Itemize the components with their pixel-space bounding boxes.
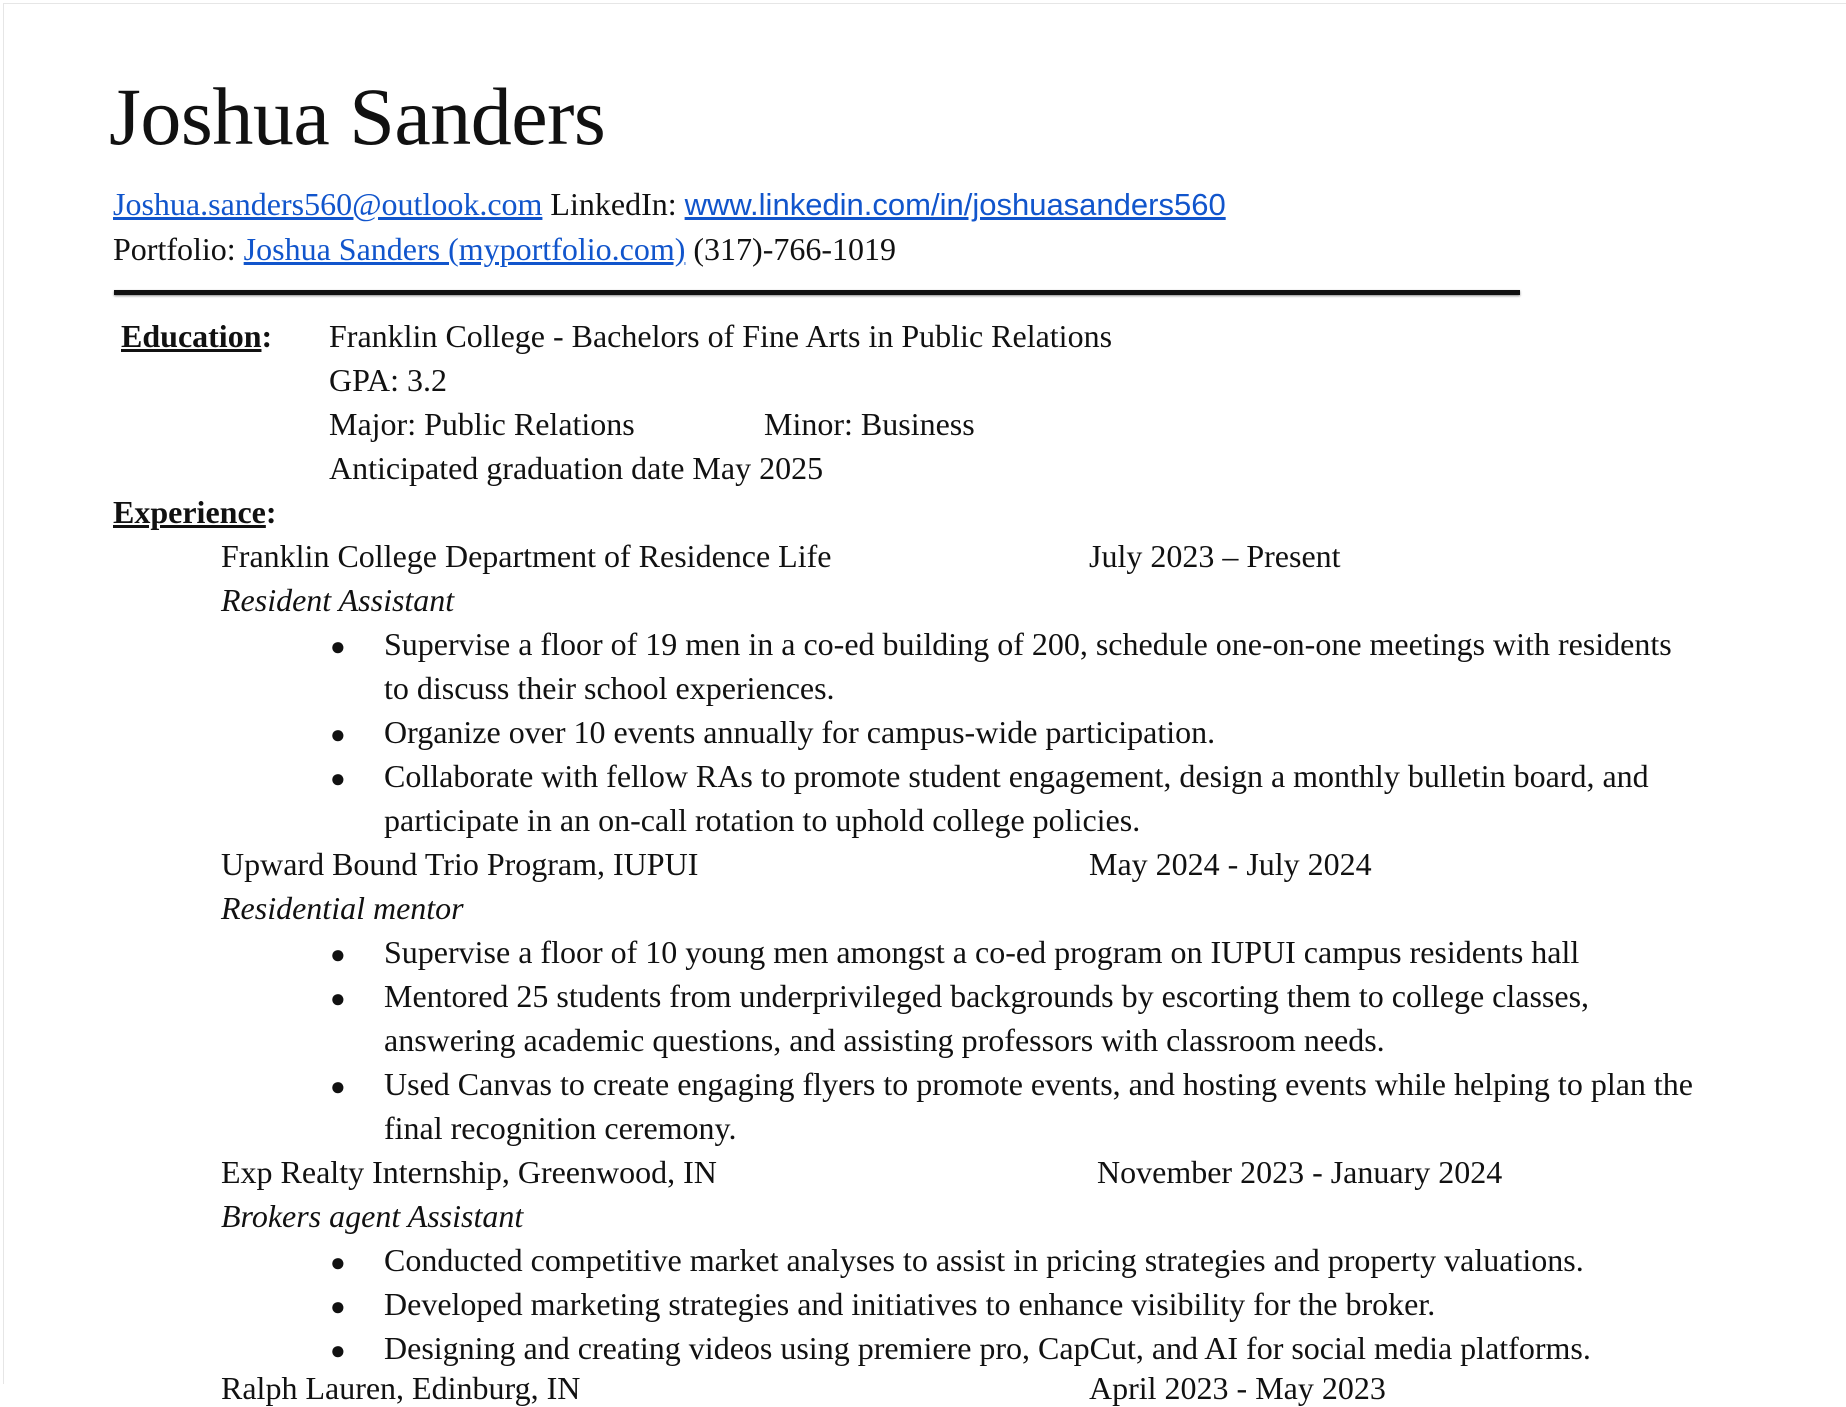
- bullet-marker: ●: [330, 632, 346, 661]
- experience-heading: [113, 494, 277, 531]
- job-dates: November 2023 - January 2024: [1097, 1154, 1503, 1190]
- bullet-text: Organize over 10 events annually for campus-wide participation.: [384, 714, 1216, 750]
- job-title: Resident Assistant: [221, 582, 455, 618]
- linkedin-label: LinkedIn:: [550, 186, 677, 222]
- education-heading: [121, 318, 272, 355]
- job-org: Ralph Lauren, Edinburg, IN: [221, 1370, 581, 1406]
- phone-number: (317)-766-1019: [693, 231, 896, 267]
- job-dates: July 2023 – Present: [1089, 538, 1341, 574]
- bullet-marker: ●: [330, 720, 346, 749]
- bullet-text: Mentored 25 students from underprivileged backgrounds by escorting them to college classes,: [384, 978, 1590, 1014]
- bullet-text-continued: to discuss their school experiences.: [384, 670, 835, 706]
- education-graduation: Anticipated graduation date May 2025: [329, 450, 824, 486]
- job-org: Upward Bound Trio Program, IUPUI: [221, 846, 699, 882]
- bullet-text-continued: answering academic questions, and assisting professors with classroom needs.: [384, 1022, 1385, 1058]
- education-heading-text: Education: [121, 318, 262, 354]
- candidate-name: Joshua Sanders: [109, 71, 606, 162]
- job-dates: May 2024 - July 2024: [1089, 846, 1372, 882]
- contact-line-1: [113, 186, 1226, 223]
- linkedin-link[interactable]: www.linkedin.com/in/joshuasanders560: [684, 187, 1226, 222]
- bullet-text: Collaborate with fellow RAs to promote student engagement, design a monthly bulletin board, and: [384, 758, 1649, 794]
- header-divider: [114, 290, 1520, 295]
- bullet-text: Used Canvas to create engaging flyers to promote events, and hosting events while helping to plan the: [384, 1066, 1693, 1102]
- bullet-text: Developed marketing strategies and initiatives to enhance visibility for the broker.: [384, 1286, 1436, 1322]
- job-title: Residential mentor: [221, 890, 464, 926]
- bullet-marker: ●: [330, 1072, 346, 1101]
- bullet-marker: ●: [330, 764, 346, 793]
- bullet-text-continued: final recognition ceremony.: [384, 1110, 737, 1146]
- bullet-text: Conducted competitive market analyses to assist in pricing strategies and property valuations.: [384, 1242, 1584, 1278]
- job-org: Exp Realty Internship, Greenwood, IN: [221, 1154, 717, 1190]
- education-major: Major: Public Relations: [329, 406, 635, 442]
- education-heading-colon: :: [261, 318, 273, 354]
- education-gpa: GPA: 3.2: [329, 362, 447, 398]
- job-dates: April 2023 - May 2023: [1089, 1370, 1386, 1406]
- bullet-marker: ●: [330, 940, 346, 969]
- education-minor: Minor: Business: [764, 406, 975, 442]
- bullet-marker: ●: [330, 1292, 346, 1321]
- bullet-text-continued: participate in an on-call rotation to uphold college policies.: [384, 802, 1141, 838]
- bullet-marker: ●: [330, 984, 346, 1013]
- contact-line-2: [113, 231, 896, 268]
- bullet-marker: ●: [330, 1336, 346, 1365]
- education-school: Franklin College - Bachelors of Fine Arts in Public Relations: [329, 318, 1113, 354]
- portfolio-link[interactable]: Joshua Sanders (myportfolio.com): [243, 231, 686, 267]
- email-link[interactable]: Joshua.sanders560@outlook.com: [113, 186, 543, 222]
- job-title: Brokers agent Assistant: [221, 1198, 524, 1234]
- bullet-text: Supervise a floor of 19 men in a co-ed building of 200, schedule one-on-one meetings with residents: [384, 626, 1672, 662]
- bullet-marker: ●: [330, 1248, 346, 1277]
- bullet-text: Supervise a floor of 10 young men amongst a co-ed program on IUPUI campus residents hall: [384, 934, 1580, 970]
- job-org: Franklin College Department of Residence Life: [221, 538, 832, 574]
- experience-heading-text: Experience: [113, 494, 266, 530]
- portfolio-label: Portfolio:: [113, 231, 236, 267]
- bullet-text: Designing and creating videos using premiere pro, CapCut, and AI for social media platforms.: [384, 1330, 1591, 1366]
- experience-heading-colon: :: [265, 494, 277, 530]
- resume-page: [3, 3, 1846, 1406]
